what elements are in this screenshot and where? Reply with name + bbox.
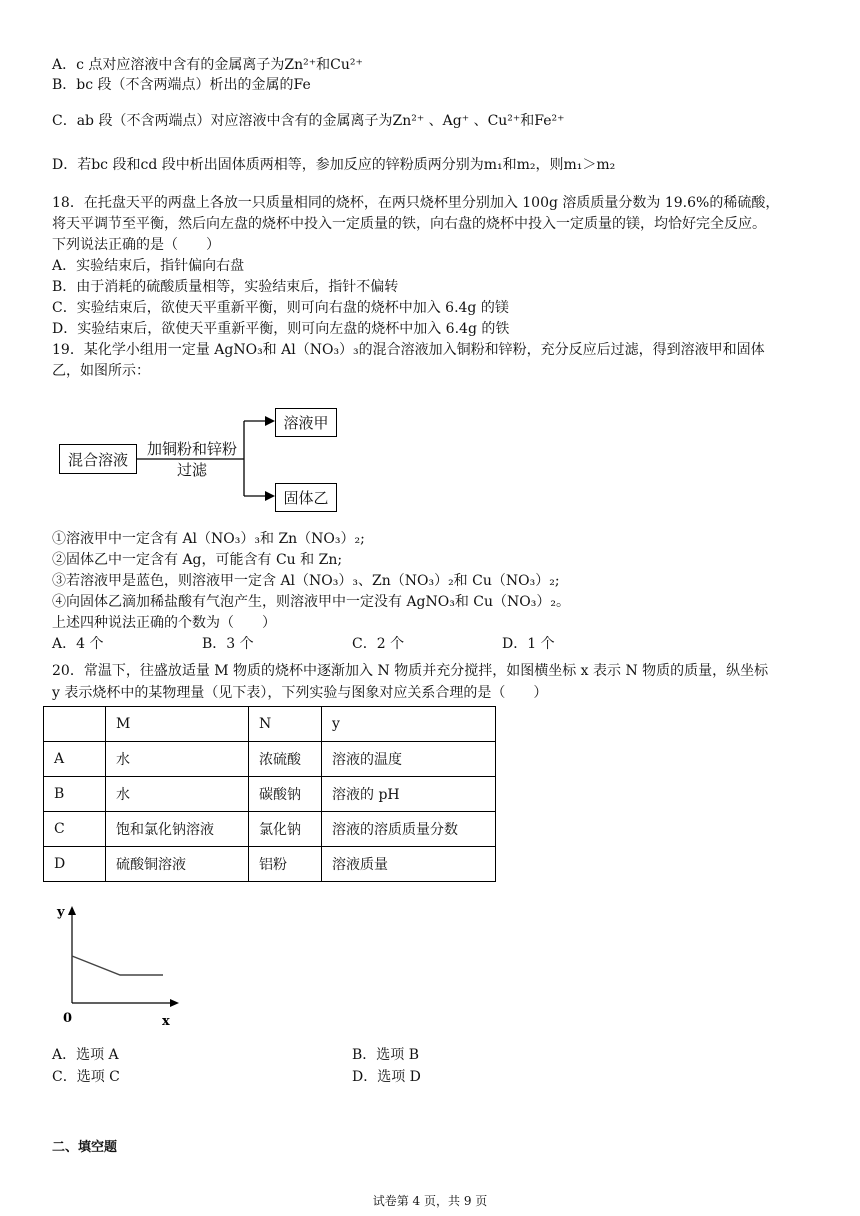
table-cell: 水 [106, 777, 249, 812]
flow-arrows [0, 0, 860, 520]
table-cell: 硫酸铜溶液 [106, 847, 249, 882]
q19-stem-1: 19．某化学小组用一定量 AgNO₃和 Al（NO₃）₃的混合溶液加入铜粉和锌粉，充分反应后过滤，得到溶液甲和固体 [52, 342, 765, 358]
section-title: 二、填空题 [52, 1140, 118, 1155]
q19-statement-1: ①溶液甲中一定含有 Al（NO₃）₃和 Zn（NO₃）₂; [52, 531, 365, 547]
table-cell: C [44, 812, 106, 847]
q18-option-d: D．实验结束后，欲使天平重新平衡，则可向左盘的烧杯中加入 6.4g 的铁 [52, 321, 510, 337]
flow-out1-box: 溶液甲 [275, 408, 337, 437]
table-cell: 铝粉 [249, 847, 322, 882]
table-cell: 溶液的溶质质量分数 [322, 812, 496, 847]
q20-option-d: D．选项 D [352, 1069, 421, 1085]
flow-start-box: 混合溶液 [59, 444, 137, 474]
graph-x-arrow [170, 999, 179, 1007]
flow-label-bottom: 过滤 [176, 461, 207, 479]
q20-table [43, 706, 496, 882]
graph-y-label: y [57, 905, 65, 920]
q18-option-a: A．实验结束后，指针偏向右盘 [52, 258, 245, 274]
q18-stem-2: 将天平调节至平衡，然后向左盘的烧杯中投入一定质量的铁，向右盘的烧杯中投入一定质量的镁，均恰好完全反应。 [52, 216, 766, 232]
graph-x-label: x [162, 1014, 170, 1029]
q20-graph [50, 900, 190, 1030]
table-cell: A [44, 742, 106, 777]
table-cell: y [322, 707, 496, 742]
q19-option-c: C．2 个 [352, 636, 405, 652]
q20-stem-2: y 表示烧杯中的某物理量（见下表），下列实验与图象对应关系合理的是（ ） [52, 685, 548, 701]
table-cell: 氯化钠 [249, 812, 322, 847]
table-row [44, 742, 496, 777]
q18-stem-1: 18．在托盘天平的两盘上各放一只质量相同的烧杯，在两只烧杯里分别加入 100g 溶质质量分数为 19.6%的稀硫酸， [52, 195, 780, 211]
flow-out2-box: 固体乙 [275, 483, 337, 512]
table-cell: 碳酸钠 [249, 777, 322, 812]
q19-stem-2: 乙，如图所示： [52, 363, 150, 379]
q19-option-d: D．1 个 [502, 636, 555, 652]
table-row [44, 777, 496, 812]
table-cell: 溶液的 pH [322, 777, 496, 812]
q19-statement-3: ③若溶液甲是蓝色，则溶液甲一定含 Al（NO₃）₃、Zn（NO₃）₂和 Cu（NO₃）₂; [52, 573, 560, 589]
q20-option-c: C．选项 C [52, 1069, 120, 1085]
q18-stem-3: 下列说法正确的是（ ） [52, 237, 220, 253]
table-cell: B [44, 777, 106, 812]
q20-stem-1: 20．常温下，往盛放适量 M 物质的烧杯中逐渐加入 N 物质并充分搅拌，如图横坐标 x 表示 N 物质的质量，纵坐标 [52, 663, 769, 679]
q17-option-c: C．ab 段（不含两端点）对应溶液中含有的金属离子为Zn²⁺ 、Ag⁺ 、Cu²⁺和Fe²⁺ [52, 113, 565, 129]
q17-option-a: A．c 点对应溶液中含有的金属离子为Zn²⁺和Cu²⁺ [52, 57, 363, 73]
flow-label-top: 加铜粉和锌粉 [146, 440, 237, 458]
q18-option-b: B．由于消耗的硫酸质量相等，实验结束后，指针不偏转 [52, 279, 399, 295]
q17-option-b: B．bc 段（不含两端点）析出的金属的Fe [52, 77, 311, 93]
table-cell: 水 [106, 742, 249, 777]
q19-option-a: A．4 个 [52, 636, 104, 652]
q17-option-d: D．若bc 段和cd 段中析出固体质两相等，参加反应的锌粉质两分别为m₁和m₂，则m₁＞m₂ [52, 157, 616, 173]
graph-curve [72, 956, 163, 975]
table-cell: 饱和氯化钠溶液 [106, 812, 249, 847]
table-cell: D [44, 847, 106, 882]
graph-origin-label: 0 [63, 1011, 73, 1026]
q19-statement-4: ④向固体乙滴加稀盐酸有气泡产生，则溶液甲中一定没有 AgNO₃和 Cu（NO₃）₂。 [52, 594, 570, 610]
q18-option-c: C．实验结束后，欲使天平重新平衡，则可向右盘的烧杯中加入 6.4g 的镁 [52, 300, 509, 316]
page-footer: 试卷第 4 页，共 9 页 [372, 1194, 488, 1208]
q20-option-a: A．选项 A [52, 1047, 119, 1063]
q19-statement-2: ②固体乙中一定含有 Ag，可能含有 Cu 和 Zn; [52, 552, 343, 568]
table-cell: 溶液的温度 [322, 742, 496, 777]
table-header-row [44, 707, 496, 742]
table-cell: 浓硫酸 [249, 742, 322, 777]
q20-option-b: B．选项 B [352, 1047, 420, 1063]
q19-question: 上述四种说法正确的个数为（ ） [52, 615, 276, 631]
q19-option-b: B．3 个 [202, 636, 254, 652]
graph-y-arrow [68, 906, 76, 915]
table-cell: M [106, 707, 249, 742]
table-cell: N [249, 707, 322, 742]
table-row [44, 847, 496, 882]
table-row [44, 812, 496, 847]
table-cell [44, 707, 106, 742]
table-cell: 溶液质量 [322, 847, 496, 882]
